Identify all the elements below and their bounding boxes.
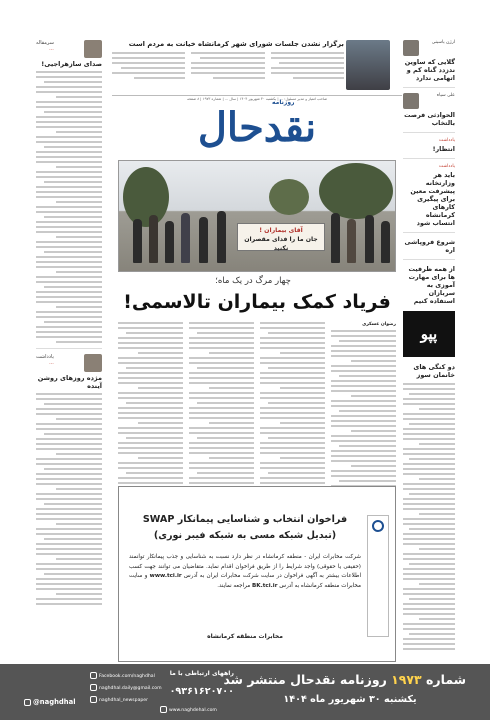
ad-subtitle: (تبدیل شبکه مسی به شبکه فیبر نوری) <box>153 530 337 541</box>
footer-bar <box>0 664 490 720</box>
social-handle[interactable] <box>24 698 76 706</box>
logo-mark-icon <box>372 520 384 532</box>
column-headline: مژده روزهای روشن آینده <box>37 374 102 390</box>
column-tag: یادداشت <box>438 138 455 143</box>
person <box>365 215 374 263</box>
issue-suffix: روزنامه نقدحال منتشر شد <box>223 672 387 687</box>
author-photo <box>403 40 419 56</box>
newspaper-text: naghdhal_newspaper <box>99 698 149 703</box>
tree <box>319 163 393 219</box>
ad-website-link[interactable]: www.tci.ir <box>149 573 182 580</box>
protest-banner <box>237 223 325 251</box>
teaser-text <box>191 52 264 79</box>
teaser-title: برگزار نشدن جلسات شورای شهر کرمانشاه خیانت به مردم است <box>128 40 344 48</box>
pepo-cartoon-logo: پپو <box>403 311 455 357</box>
ad-text: و سایت مخابرات منطقه کرمانشاه به آدرس <box>129 573 361 589</box>
masthead-subtitle: روزنامه <box>272 99 295 106</box>
contact-box <box>20 668 238 716</box>
column-headline: شروع فروپاشی اره <box>404 238 455 254</box>
instagram-icon <box>90 696 97 703</box>
divider <box>403 87 455 88</box>
issue-date: یکشنبه ۳۰ شهریور ماه ۱۴۰۴ <box>283 694 417 705</box>
column-tag: علی سپاه <box>436 93 455 98</box>
email-link[interactable] <box>90 684 162 691</box>
divider <box>403 158 455 159</box>
article-column <box>118 322 183 472</box>
newspaper-link[interactable] <box>90 696 148 703</box>
ad-website-link[interactable]: BK.tci.ir <box>252 582 278 589</box>
column-headline: دو کنگی های خانمان سوز <box>413 363 455 379</box>
tree <box>269 179 309 215</box>
person <box>149 215 158 263</box>
ad-title: فراخوان انتخاب و شناسایی پیمانکار SWAP <box>142 514 348 525</box>
contact-phone[interactable]: ۰۹۳۶۱۶۲۰۷۰۰ <box>169 686 234 697</box>
divider <box>403 232 455 233</box>
issue-prefix: شماره <box>426 672 466 687</box>
column-tag: ارژن یاسینی <box>431 40 455 45</box>
mail-icon <box>90 684 97 691</box>
person <box>331 213 340 263</box>
masthead <box>112 95 402 155</box>
column-text <box>36 71 102 343</box>
website-link[interactable] <box>160 706 217 713</box>
person <box>133 219 142 263</box>
teaser-photo <box>346 40 390 90</box>
facebook-icon <box>90 672 97 679</box>
column-author: ... <box>49 360 54 366</box>
ad-text: شرکت مخابرات ایران - منطقه کرمانشاه در نظر دارد نسبت به شناسایی و جذب پیمانکار توانمند (حقیقی یا حقوقی) واجد شرایط را از طریق فراخوان اقدام نماید. متقاضیان می توانند جهت کسب اطلاعات بیشتر به آگهی فراخوان در سایت شرکت مخابرات ایران به آدرس <box>129 554 362 580</box>
column-author: ... <box>49 46 54 52</box>
left-column <box>36 40 102 660</box>
ad-text: مراجعه نمایند. <box>217 582 251 589</box>
article-body <box>118 322 396 472</box>
facebook-link[interactable] <box>90 672 155 679</box>
person <box>217 211 226 263</box>
author-photo <box>403 93 419 109</box>
article-author: رضوان عسکری <box>362 322 396 327</box>
tree <box>123 167 169 227</box>
banner-line: جان ما را فدای مقصران نکنید <box>244 236 318 252</box>
column-tag: یادداشت <box>438 164 455 169</box>
article-column <box>331 322 396 472</box>
divider <box>403 132 455 133</box>
column-text <box>36 393 102 605</box>
divider <box>403 259 455 260</box>
main-headline: فریاد کمک بیماران تالاسمی! <box>123 291 391 313</box>
email-text: naghdhal.daily@gmail.com <box>99 686 162 691</box>
banner-line: آقای بیماران ! <box>259 227 303 234</box>
column-text <box>403 383 455 650</box>
person <box>165 221 174 263</box>
masthead-logo: نقدحال <box>197 104 317 151</box>
column-tag: یادداشت <box>36 354 54 360</box>
right-column <box>403 40 455 662</box>
article-column <box>189 322 254 472</box>
website-text: www.naghdehal.com <box>169 708 217 713</box>
column-headline: گلایی که ساوین ندزدد گناه کم و اتهامی ندارد <box>404 58 455 82</box>
headline-kicker: چهار مرگ در یک ماه؛ <box>215 276 291 286</box>
telegram-icon <box>24 699 31 706</box>
column-headline: صدای سازهراجیی! <box>41 60 102 68</box>
teaser-text <box>271 52 344 79</box>
column-headline: باید هر وزارتخانه پیشرفت معین برای پیگیری کارهای کرمانشاه انتساب شود <box>410 171 455 227</box>
globe-icon <box>160 706 167 713</box>
divider <box>36 348 102 349</box>
person <box>181 213 190 263</box>
column-headline: الحوادثی فرصت بالتخاب <box>404 111 455 127</box>
issue-announcement <box>223 672 466 687</box>
article-column <box>260 322 325 472</box>
issue-number: ۱۹۷۳ <box>391 672 422 687</box>
person <box>381 221 390 263</box>
handle-text: @naghdhal <box>33 698 76 706</box>
ad-signature: مخابرات منطقه کرمانشاه <box>207 633 283 640</box>
author-photo <box>84 354 102 372</box>
author-photo <box>84 40 102 58</box>
top-teaser <box>112 40 344 92</box>
protest-photo <box>118 160 396 272</box>
column-headline: از همه ظرفیت ها برای مهارت آموزی به سربازان استفاده کنیم <box>408 265 455 305</box>
column-tag: سرمقاله <box>36 40 54 46</box>
facebook-text: Facebook.com/naghdhal <box>99 674 155 679</box>
person <box>199 217 208 263</box>
ad-body <box>129 553 361 591</box>
teaser-text <box>112 52 185 79</box>
contact-label: راههای ارتباطی با ما <box>169 670 234 677</box>
tci-logo <box>367 515 389 637</box>
person <box>347 219 356 263</box>
column-headline: انتظار! <box>432 145 455 153</box>
advertisement <box>118 486 396 662</box>
masthead-info-strip: صاحب امتیاز و مدیر مسئول: ... | یکشنبه ۳۰ شهریور ۱۴۰۴ | سال ... | شماره ۱۹۷۳ | ۸ صفحه <box>186 97 328 101</box>
